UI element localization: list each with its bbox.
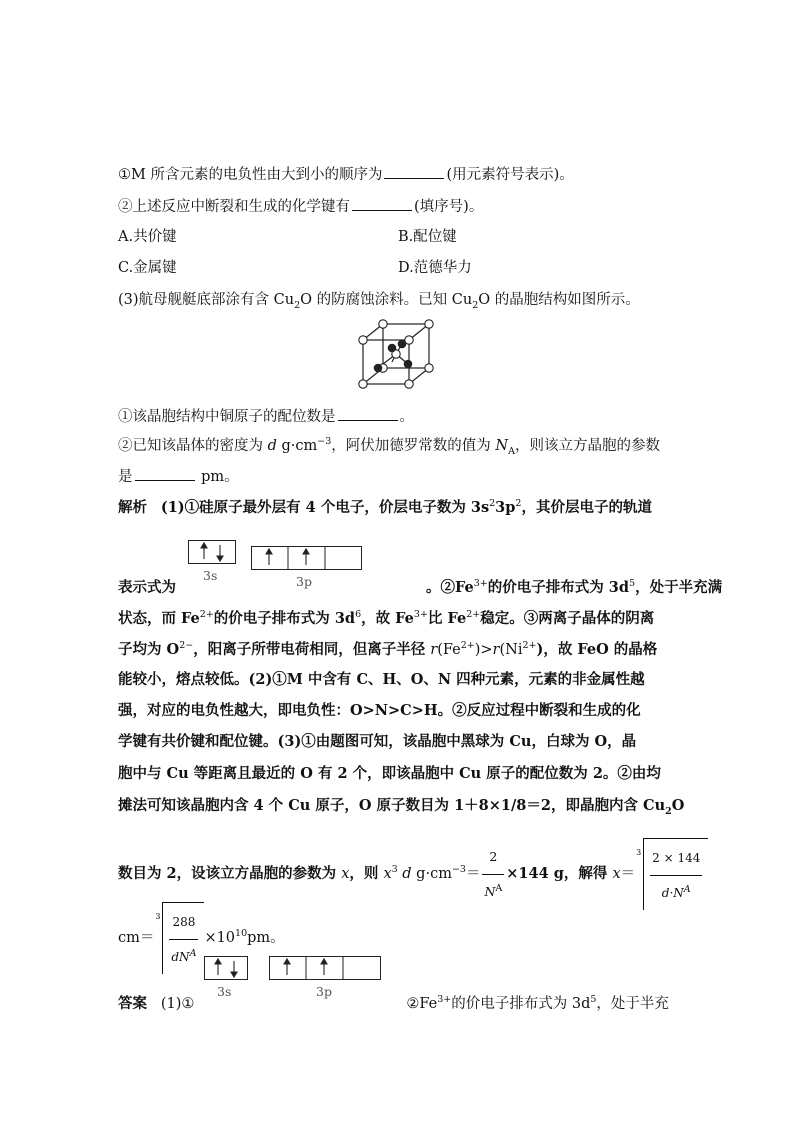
text: 的价电子排布式为 3d bbox=[487, 579, 630, 596]
subscript: A bbox=[508, 445, 515, 457]
text: ＝ bbox=[465, 866, 481, 882]
text: pm。 bbox=[196, 469, 239, 485]
text: pm。 bbox=[247, 930, 285, 946]
text: ×144 g，解得 bbox=[506, 865, 613, 882]
superscript: 3+ bbox=[413, 609, 428, 621]
solution-line-2 bbox=[118, 578, 722, 598]
text: 是 bbox=[118, 469, 133, 485]
text: 稳定。③两离子晶体的阴离 bbox=[480, 610, 655, 627]
solution-line-6: 强，对应的电负性越大，即电负性：O>N>C>H。②反应过程中断裂和生成的化 bbox=[118, 702, 641, 719]
orbital-3p-label: 3p bbox=[296, 574, 312, 589]
fraction-numerator: 288 bbox=[169, 905, 198, 940]
superscript: 2 bbox=[515, 498, 522, 510]
fraction bbox=[650, 841, 702, 910]
superscript: 2− bbox=[179, 640, 194, 652]
text: ，其价层电子的轨道 bbox=[521, 499, 652, 516]
q3-item2 bbox=[118, 436, 660, 456]
option-a: A.共价键 bbox=[118, 229, 177, 245]
text: (1)① bbox=[160, 996, 195, 1012]
text: ，处于半充 bbox=[596, 996, 669, 1012]
subscript: 2 bbox=[665, 805, 672, 817]
text: ①该晶胞结构中铜原子的配位数是 bbox=[118, 409, 336, 425]
text: 状态，而 Fe bbox=[118, 610, 200, 627]
answer-blank[interactable] bbox=[352, 196, 412, 211]
superscript: A bbox=[683, 884, 691, 895]
subscript: 2 bbox=[294, 299, 301, 311]
text: (Fe bbox=[437, 642, 461, 658]
crystal-cell-figure bbox=[356, 318, 438, 390]
text: 的价电子排布式为 3d bbox=[451, 996, 591, 1012]
option-b: B.配位键 bbox=[398, 229, 457, 245]
text: g·cm bbox=[411, 866, 452, 882]
text: 数目为 2，设该立方晶胞的参数为 bbox=[118, 865, 342, 882]
solution-label: 解析 bbox=[118, 499, 147, 516]
cube-root bbox=[154, 902, 204, 974]
text: ，处于半充满 bbox=[635, 579, 723, 596]
fraction-numerator: 2 bbox=[482, 840, 504, 875]
text: (1)①硅原子最外层有 4 个电子，价层电子数为 3s bbox=[160, 499, 490, 516]
superscript: A bbox=[495, 882, 503, 894]
text: 。 bbox=[399, 409, 414, 425]
variable: x bbox=[612, 866, 621, 882]
text: g·cm bbox=[276, 438, 318, 454]
q2-item2 bbox=[118, 196, 483, 217]
superscript: 2+ bbox=[199, 609, 214, 621]
text: ①M 所含元素的电负性由大到小的顺序为 bbox=[118, 167, 383, 183]
text: (3)航母舰艇底部涂有含 Cu bbox=[118, 292, 295, 308]
text: cm＝ bbox=[118, 930, 155, 946]
text: 表示式为 bbox=[118, 579, 176, 596]
fraction-denominator bbox=[482, 875, 504, 909]
superscript: A bbox=[189, 948, 197, 959]
text: ②Fe bbox=[406, 996, 438, 1012]
superscript: 3+ bbox=[473, 578, 488, 590]
root-index: 3 bbox=[636, 848, 642, 857]
superscript: 5 bbox=[590, 994, 597, 1006]
text: ，则 bbox=[349, 865, 384, 882]
option-d: D.范德华力 bbox=[398, 260, 472, 276]
radicand bbox=[643, 838, 708, 910]
text: 子均为 O bbox=[118, 641, 180, 658]
text: 比 Fe bbox=[427, 610, 467, 627]
variable: d bbox=[267, 438, 277, 454]
superscript: 5 bbox=[629, 578, 636, 590]
text: O bbox=[671, 797, 685, 814]
orbital-3s-label-answer: 3s bbox=[217, 984, 232, 999]
variable: x bbox=[383, 866, 392, 882]
solution-line-7: 学键有共价键和配位键。(3)①由题图可知，该晶胞中黑球为 Cu，白球为 O，晶 bbox=[118, 733, 637, 750]
text: ，阳离子所带电荷相同，但离子半径 bbox=[193, 641, 431, 658]
variable: x bbox=[341, 866, 350, 882]
orbital-3p-box-answer bbox=[269, 956, 381, 980]
answer-blank[interactable] bbox=[338, 406, 398, 421]
option-c: C.金属键 bbox=[118, 260, 177, 276]
solution-line-10 bbox=[118, 838, 708, 910]
text: ＝ bbox=[620, 866, 636, 882]
variable: r bbox=[430, 642, 438, 658]
solution-line-5: 能较小，熔点较低。(2)①M 中含有 C、H、O、N 四种元素，元素的非金属性越 bbox=[118, 671, 645, 688]
text: )，故 FeO 的晶格 bbox=[536, 641, 658, 658]
text: ②已知该晶体的密度为 bbox=[118, 438, 263, 454]
text: ，则该立方晶胞的参数 bbox=[514, 438, 660, 454]
answer-line bbox=[118, 994, 669, 1014]
fraction-denominator bbox=[650, 876, 702, 910]
text: ，故 Fe bbox=[361, 610, 414, 627]
superscript: 2+ bbox=[460, 640, 475, 652]
superscript: 6 bbox=[355, 609, 362, 621]
superscript: 10 bbox=[235, 928, 248, 940]
q2-item1 bbox=[118, 164, 574, 185]
q3-item3 bbox=[118, 466, 239, 487]
solution-line-4 bbox=[118, 640, 657, 660]
text: ②上述反应中断裂和生成的化学键有 bbox=[118, 199, 350, 215]
text: 的价电子排布式为 3d bbox=[213, 610, 356, 627]
superscript: 3 bbox=[391, 864, 398, 876]
answer-blank[interactable] bbox=[384, 164, 444, 179]
variable: N bbox=[484, 883, 496, 899]
fraction bbox=[482, 840, 504, 909]
text: (填序号)。 bbox=[414, 199, 484, 215]
text: (Ni bbox=[499, 642, 523, 658]
text: dN bbox=[171, 950, 190, 964]
answer-label: 答案 bbox=[118, 995, 147, 1012]
text: 3p bbox=[495, 499, 516, 516]
root-index: 3 bbox=[155, 912, 161, 921]
answer-blank[interactable] bbox=[135, 466, 195, 481]
superscript: 2+ bbox=[522, 640, 537, 652]
text: O 的防腐蚀涂料。已知 Cu bbox=[300, 292, 473, 308]
text: O 的晶胞结构如图所示。 bbox=[478, 292, 640, 308]
orbital-3s-label: 3s bbox=[203, 568, 218, 583]
orbital-3s-box-answer bbox=[204, 956, 248, 980]
variable: d bbox=[402, 866, 412, 882]
text: d·N bbox=[661, 886, 684, 900]
variable: r bbox=[492, 642, 500, 658]
fraction-denominator bbox=[169, 940, 198, 974]
orbital-3p-box bbox=[251, 546, 362, 570]
superscript: −3 bbox=[317, 436, 332, 448]
text: 摊法可知该晶胞内含 4 个 Cu 原子，O 原子数目为 1＋8×1/8＝2，即晶胞内含 Cu bbox=[118, 797, 666, 814]
text: 。②Fe bbox=[426, 579, 474, 596]
solution-line-11 bbox=[118, 902, 285, 974]
radicand bbox=[162, 902, 204, 974]
solution-line-8: 胞中与 Cu 等距离且最近的 O 有 2 个，即该晶胞中 Cu 原子的配位数为 2。②由均 bbox=[118, 765, 661, 782]
q3-item1 bbox=[118, 406, 414, 427]
solution-line-1 bbox=[118, 498, 652, 518]
subscript: 2 bbox=[472, 299, 479, 311]
superscript: 2 bbox=[489, 498, 496, 510]
text: (用元素符号表示)。 bbox=[446, 167, 574, 183]
orbital-3s-box bbox=[188, 540, 236, 564]
solution-line-9 bbox=[118, 796, 684, 816]
superscript: −3 bbox=[451, 864, 466, 876]
superscript: 2+ bbox=[466, 609, 481, 621]
q3-intro bbox=[118, 290, 640, 310]
variable: N bbox=[495, 438, 509, 454]
text: ×10 bbox=[204, 930, 236, 946]
text: )> bbox=[474, 642, 493, 658]
cube-root bbox=[635, 838, 708, 910]
text: ，阿伏加德罗常数的值为 bbox=[331, 438, 491, 454]
fraction-numerator: 2 × 144 bbox=[650, 841, 702, 876]
superscript: 3+ bbox=[437, 994, 452, 1006]
fraction bbox=[169, 905, 198, 974]
orbital-3p-label-answer: 3p bbox=[316, 984, 332, 999]
solution-line-3 bbox=[118, 609, 654, 629]
